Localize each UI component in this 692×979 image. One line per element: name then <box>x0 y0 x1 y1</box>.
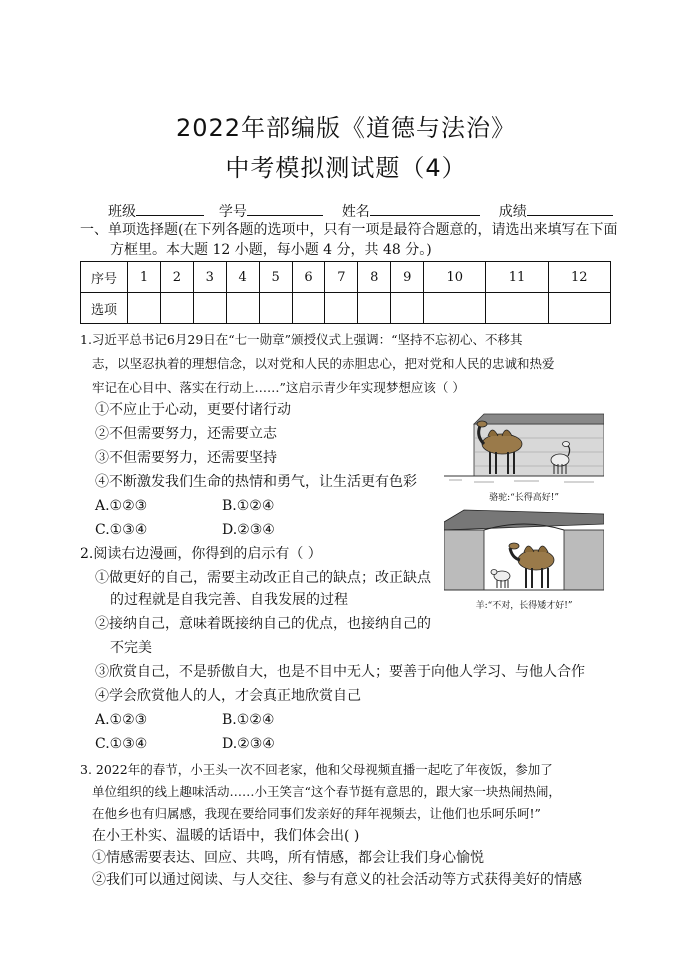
answer-cell[interactable] <box>292 293 325 324</box>
cartoon-caption-1: 骆驼:“长得高好!” <box>489 493 559 503</box>
table-cell: 3 <box>193 262 226 293</box>
table-cell: 11 <box>486 262 548 293</box>
class-label: 班级 <box>108 204 136 220</box>
exam-title: 2022年部编版《道德与法治》 <box>175 114 517 142</box>
answer-cell[interactable] <box>424 293 486 324</box>
q1-option-1: ①不应止于心动，更要付诸行动 <box>95 402 291 418</box>
table-cell: 1 <box>128 262 161 293</box>
q2-option-4: ④学会欣赏他人的人，才会真正地欣赏自己 <box>95 688 361 704</box>
table-cell: 9 <box>391 262 424 293</box>
q3-option-1: ①情感需要表达、回应、共鸣，所有情感，都会让我们身心愉悦 <box>92 850 484 866</box>
table-cell: 12 <box>548 262 610 293</box>
q2-choice-a: A.①②③ <box>95 712 148 728</box>
answer-cell[interactable] <box>391 293 424 324</box>
number-blank[interactable] <box>247 200 323 216</box>
q1-choice-d: D.②③④ <box>222 522 275 538</box>
table-cell: 8 <box>358 262 391 293</box>
q1-stem-line3: 牢记在心目中、落实在行动上……”这启示青少年实现梦想应该（ ） <box>92 380 465 395</box>
answer-cell[interactable] <box>548 293 610 324</box>
q1-choice-b: B.①②④ <box>222 498 275 514</box>
class-blank[interactable] <box>136 200 204 216</box>
answer-cell[interactable] <box>128 293 161 324</box>
score-blank[interactable] <box>527 200 613 216</box>
number-label: 学号 <box>218 204 247 220</box>
q2-option-1b: 的过程就是自我完善、自我发展的过程 <box>110 592 348 608</box>
q2-option-3: ③欣赏自己，不是骄傲自大，也是不目中无人；要善于向他人学习、与他人合作 <box>95 664 585 680</box>
table-header-number: 序号 <box>81 262 128 293</box>
answer-cell[interactable] <box>160 293 193 324</box>
table-row <box>81 293 611 324</box>
table-header-answer: 选项 <box>81 293 128 324</box>
cartoon-panel-2 <box>444 508 604 596</box>
table-cell: 5 <box>259 262 292 293</box>
camel-sheep-illustration-2 <box>444 508 604 596</box>
section-instructions-1: 一、单项选择题(在下列各题的选项中，只有一项是最符合题意的，请选出来填写在下面 <box>80 222 618 238</box>
name-label: 姓名 <box>341 204 370 220</box>
q1-stem-line1: 1.习近平总书记6月29日在“七一勋章”颁授仪式上强调：“坚持不忘初心、不移其 <box>80 332 523 347</box>
q1-choice-a: A.①②③ <box>95 498 148 514</box>
table-cell: 6 <box>292 262 325 293</box>
answer-cell[interactable] <box>193 293 226 324</box>
q2-choice-c: C.①③④ <box>95 736 148 752</box>
q1-option-4: ④不断激发我们生命的热情和勇气，让生活更有色彩 <box>95 474 417 490</box>
answer-cell[interactable] <box>259 293 292 324</box>
q2-choice-d: D.②③④ <box>222 736 275 752</box>
table-cell: 4 <box>226 262 259 293</box>
name-blank[interactable] <box>370 200 480 216</box>
q2-option-2a: ②接纳自己，意味着既接纳自己的优点，也接纳自己的 <box>95 616 431 632</box>
answer-cell[interactable] <box>486 293 548 324</box>
table-cell: 7 <box>325 262 358 293</box>
section-instructions-2: 方框里。本大题 12 小题，每小题 4 分，共 48 分。) <box>110 242 432 258</box>
q3-stem-line4: 在小王朴实、温暖的话语中，我们体会出( ) <box>92 828 360 844</box>
q2-option-1a: ①做更好的自己，需要主动改正自己的缺点；改正缺点 <box>95 570 431 586</box>
answer-cell[interactable] <box>358 293 391 324</box>
q3-stem-line1: 3. 2022年的春节，小王头一次不回老家，他和父母视频直播一起吃了年夜饭，参加了 <box>80 762 553 777</box>
answer-table <box>80 261 611 324</box>
q2-choice-b: B.①②④ <box>222 712 275 728</box>
q3-option-2: ②我们可以通过阅读、与人交往、参与有意义的社会活动等方式获得美好的情感 <box>92 872 582 888</box>
camel-sheep-illustration-1 <box>444 404 604 488</box>
exam-subtitle: 中考模拟测试题（4） <box>225 154 467 182</box>
q1-option-2: ②不但需要努力，还需要立志 <box>95 426 277 442</box>
answer-cell[interactable] <box>226 293 259 324</box>
table-row <box>81 262 611 293</box>
q2-option-2b: 不完美 <box>110 640 152 656</box>
table-cell: 10 <box>424 262 486 293</box>
q1-option-3: ③不但需要努力，还需要坚持 <box>95 450 277 466</box>
cartoon-panel-1 <box>444 404 604 488</box>
q3-stem-line2: 单位组织的线上趣味活动……小王笑言“这个春节挺有意思的，跟大家一块热闹热闹， <box>92 784 561 799</box>
q1-choice-c: C.①③④ <box>95 522 148 538</box>
score-label: 成绩 <box>498 204 527 220</box>
table-cell: 2 <box>160 262 193 293</box>
q1-stem-line2: 志，以坚忍执着的理想信念，以对党和人民的赤胆忠心，把对党和人民的忠诚和热爱 <box>92 356 555 371</box>
cartoon-caption-2: 羊:“不对，长得矮才好!” <box>475 601 573 611</box>
q3-stem-line3: 在他乡也有归属感，我现在要给同事们发亲好的拜年视频去，让他们也乐呵乐呵!” <box>92 806 541 821</box>
student-info-line <box>108 200 613 222</box>
q2-stem: 2.阅读右边漫画，你得到的启示有（ ） <box>80 546 322 562</box>
answer-cell[interactable] <box>325 293 358 324</box>
